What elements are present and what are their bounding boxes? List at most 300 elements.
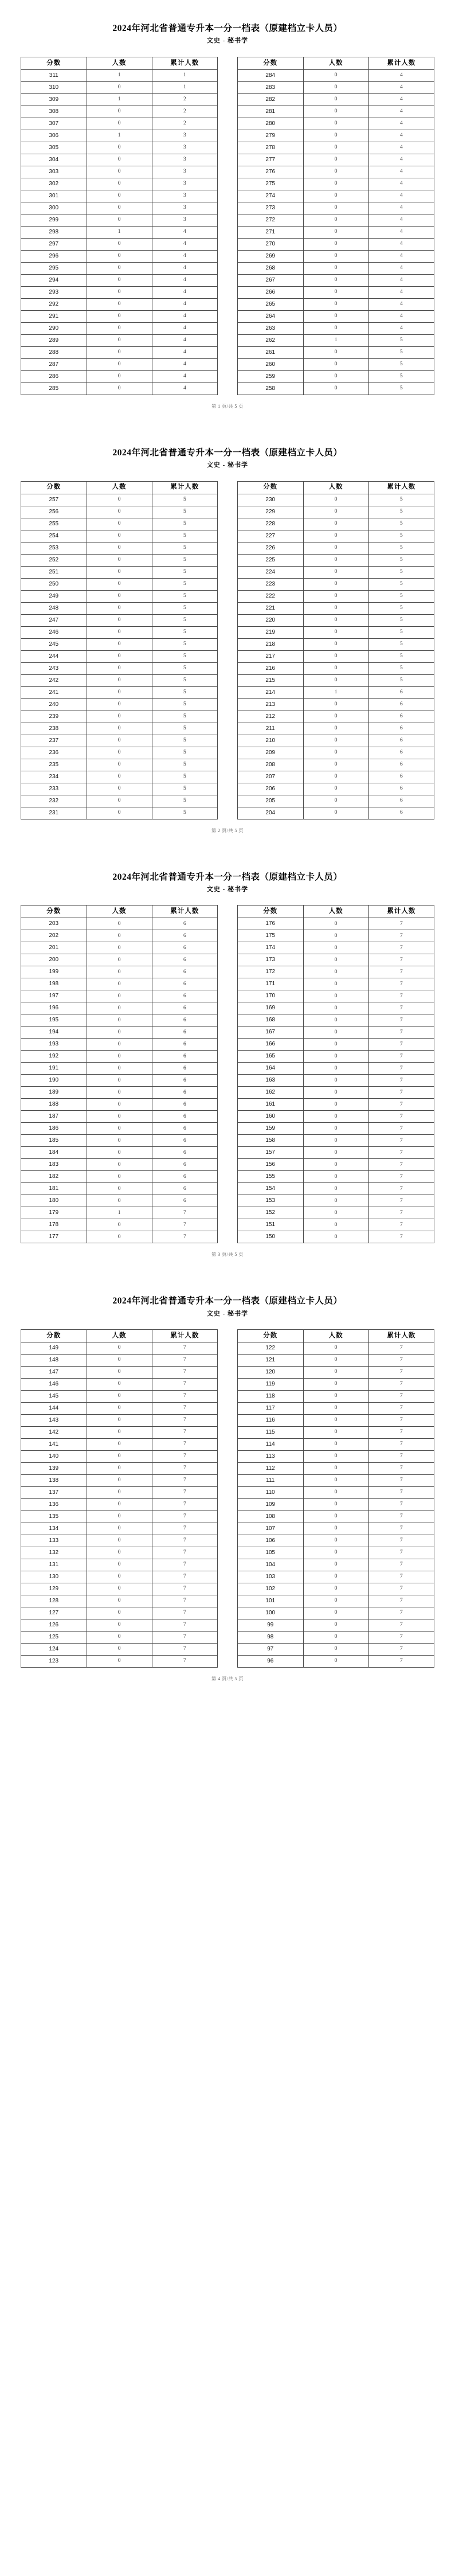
table-row <box>21 1219 218 1231</box>
table-row <box>238 747 434 759</box>
cell-score: 287 <box>21 358 87 370</box>
cell-cumulative: 4 <box>368 190 434 202</box>
table-row <box>238 711 434 723</box>
cell-score: 176 <box>238 918 304 930</box>
cell-count: 0 <box>303 214 368 226</box>
cell-count: 0 <box>87 918 152 930</box>
table-row <box>238 142 434 154</box>
score-table-left <box>21 481 218 819</box>
cell-score: 272 <box>238 214 304 226</box>
cell-count: 0 <box>87 1099 152 1111</box>
cell-score: 278 <box>238 142 304 154</box>
cell-cumulative: 7 <box>368 1051 434 1063</box>
cell-count: 0 <box>87 1135 152 1147</box>
cell-cumulative: 7 <box>152 1231 217 1243</box>
table-row <box>21 942 218 954</box>
score-table-left <box>21 1329 218 1668</box>
cell-count: 0 <box>303 166 368 178</box>
table-row <box>238 190 434 202</box>
table-row <box>21 566 218 578</box>
cell-cumulative: 4 <box>152 286 217 298</box>
cell-cumulative: 5 <box>368 590 434 602</box>
column-header-score: 分数 <box>238 57 304 69</box>
cell-cumulative: 5 <box>368 518 434 530</box>
cell-count: 0 <box>87 1511 152 1523</box>
cell-score: 304 <box>21 154 87 166</box>
cell-score: 215 <box>238 674 304 686</box>
cell-score: 115 <box>238 1427 304 1439</box>
cell-count: 0 <box>303 566 368 578</box>
cell-cumulative: 4 <box>368 322 434 334</box>
cell-cumulative: 7 <box>152 1451 217 1463</box>
cell-count: 0 <box>87 1439 152 1451</box>
cell-score: 101 <box>238 1595 304 1607</box>
table-row <box>21 1535 218 1547</box>
column-header-cumulative: 累计人数 <box>368 481 434 494</box>
cell-count: 0 <box>87 1195 152 1207</box>
cell-count: 0 <box>303 807 368 819</box>
column-header-cumulative: 累计人数 <box>152 1330 217 1342</box>
page-title: 2024年河北省普通专升本一分一档表（原建档立卡人员） <box>112 872 343 882</box>
cell-cumulative: 7 <box>368 1499 434 1511</box>
cell-cumulative: 5 <box>368 530 434 542</box>
tables-container <box>21 57 434 395</box>
cell-count: 0 <box>87 1632 152 1644</box>
column-header-cumulative: 累计人数 <box>152 481 217 494</box>
table-header-row <box>21 1330 218 1342</box>
cell-count: 0 <box>87 1367 152 1379</box>
cell-count: 0 <box>303 650 368 662</box>
cell-score: 303 <box>21 166 87 178</box>
cell-count: 0 <box>87 978 152 990</box>
cell-count: 0 <box>303 1099 368 1111</box>
cell-count: 0 <box>303 1123 368 1135</box>
cell-score: 109 <box>238 1499 304 1511</box>
cell-score: 170 <box>238 990 304 1002</box>
cell-cumulative: 7 <box>368 1147 434 1159</box>
table-row <box>238 518 434 530</box>
cell-score: 157 <box>238 1147 304 1159</box>
cell-score: 165 <box>238 1051 304 1063</box>
column-header-cumulative: 累计人数 <box>368 57 434 69</box>
table-row <box>238 286 434 298</box>
cell-count: 0 <box>303 1231 368 1243</box>
page-content <box>0 849 455 1273</box>
cell-count: 0 <box>87 1159 152 1171</box>
cell-cumulative: 2 <box>152 93 217 106</box>
cell-score: 207 <box>238 771 304 783</box>
table-row <box>238 1027 434 1039</box>
cell-cumulative: 7 <box>368 1027 434 1039</box>
table-row <box>21 698 218 711</box>
cell-count: 0 <box>87 1231 152 1243</box>
cell-count: 0 <box>87 795 152 807</box>
cell-count: 0 <box>303 990 368 1002</box>
cell-cumulative: 5 <box>152 650 217 662</box>
table-row <box>21 1487 218 1499</box>
cell-score: 128 <box>21 1595 87 1607</box>
cell-count: 0 <box>87 1027 152 1039</box>
cell-cumulative: 5 <box>152 626 217 638</box>
cell-count: 0 <box>303 1595 368 1607</box>
cell-score: 126 <box>21 1619 87 1632</box>
cell-count: 0 <box>87 178 152 190</box>
cell-count: 0 <box>303 1511 368 1523</box>
cell-score: 198 <box>21 978 87 990</box>
table-row <box>238 650 434 662</box>
cell-score: 244 <box>21 650 87 662</box>
cell-score: 191 <box>21 1063 87 1075</box>
cell-count: 0 <box>303 1439 368 1451</box>
cell-count: 0 <box>87 274 152 286</box>
cell-count: 0 <box>303 918 368 930</box>
cell-count: 0 <box>87 1607 152 1619</box>
cell-score: 299 <box>21 214 87 226</box>
cell-cumulative: 4 <box>368 69 434 81</box>
cell-count: 0 <box>303 226 368 238</box>
cell-cumulative: 4 <box>368 274 434 286</box>
cell-count: 0 <box>303 662 368 674</box>
cell-score: 262 <box>238 334 304 346</box>
cell-count: 0 <box>303 1427 368 1439</box>
cell-cumulative: 3 <box>152 142 217 154</box>
cell-score: 216 <box>238 662 304 674</box>
table-row <box>21 106 218 118</box>
cell-count: 0 <box>303 142 368 154</box>
cell-cumulative: 4 <box>368 106 434 118</box>
cell-count: 0 <box>303 250 368 262</box>
cell-count: 0 <box>87 1475 152 1487</box>
cell-cumulative: 5 <box>152 638 217 650</box>
table-row <box>238 795 434 807</box>
cell-cumulative: 5 <box>152 614 217 626</box>
table-row <box>238 1342 434 1355</box>
cell-score: 246 <box>21 626 87 638</box>
cell-cumulative: 4 <box>152 370 217 383</box>
cell-score: 132 <box>21 1547 87 1559</box>
table-row <box>238 154 434 166</box>
table-row <box>21 1111 218 1123</box>
cell-count: 0 <box>87 1571 152 1583</box>
column-header-count: 人数 <box>303 1330 368 1342</box>
table-row <box>21 383 218 395</box>
cell-count: 0 <box>303 795 368 807</box>
table-row <box>21 166 218 178</box>
cell-count: 0 <box>87 1499 152 1511</box>
cell-score: 288 <box>21 346 87 358</box>
cell-cumulative: 5 <box>152 711 217 723</box>
cell-count: 0 <box>87 1535 152 1547</box>
table-row <box>21 358 218 370</box>
cell-cumulative: 7 <box>368 1391 434 1403</box>
cell-cumulative: 7 <box>368 1656 434 1668</box>
table-row <box>21 978 218 990</box>
cell-count: 0 <box>303 1367 368 1379</box>
table-row <box>21 1475 218 1487</box>
cell-count: 0 <box>87 298 152 310</box>
cell-score: 293 <box>21 286 87 298</box>
table-row <box>21 130 218 142</box>
cell-cumulative: 7 <box>152 1511 217 1523</box>
table-header-row <box>21 57 218 69</box>
table-row <box>21 1595 218 1607</box>
cell-cumulative: 6 <box>152 1063 217 1075</box>
cell-score: 222 <box>238 590 304 602</box>
table-row <box>21 494 218 506</box>
cell-score: 119 <box>238 1379 304 1391</box>
cell-count: 0 <box>87 81 152 93</box>
cell-cumulative: 7 <box>368 1342 434 1355</box>
cell-cumulative: 7 <box>368 1403 434 1415</box>
cell-score: 147 <box>21 1367 87 1379</box>
cell-count: 0 <box>87 118 152 130</box>
cell-cumulative: 7 <box>368 1063 434 1075</box>
cell-score: 150 <box>238 1231 304 1243</box>
cell-count: 0 <box>303 554 368 566</box>
cell-cumulative: 4 <box>368 238 434 250</box>
table-row <box>21 918 218 930</box>
cell-count: 0 <box>87 626 152 638</box>
cell-count: 0 <box>87 238 152 250</box>
cell-cumulative: 7 <box>368 1159 434 1171</box>
cell-cumulative: 3 <box>152 214 217 226</box>
cell-count: 0 <box>303 1111 368 1123</box>
table-row <box>238 1231 434 1243</box>
table-row <box>238 383 434 395</box>
cell-count: 0 <box>87 590 152 602</box>
table-row <box>238 118 434 130</box>
cell-cumulative: 4 <box>152 238 217 250</box>
cell-cumulative: 6 <box>152 1147 217 1159</box>
cell-cumulative: 7 <box>152 1632 217 1644</box>
cell-cumulative: 5 <box>368 566 434 578</box>
cell-cumulative: 7 <box>152 1415 217 1427</box>
cell-cumulative: 6 <box>152 918 217 930</box>
cell-score: 152 <box>238 1207 304 1219</box>
cell-count: 1 <box>303 334 368 346</box>
cell-count: 0 <box>87 1451 152 1463</box>
cell-count: 0 <box>303 1002 368 1014</box>
cell-cumulative: 6 <box>152 1111 217 1123</box>
table-row <box>21 1051 218 1063</box>
cell-count: 0 <box>303 723 368 735</box>
cell-cumulative: 5 <box>152 723 217 735</box>
cell-count: 1 <box>87 130 152 142</box>
column-header-count: 人数 <box>87 481 152 494</box>
cell-cumulative: 5 <box>152 795 217 807</box>
cell-count: 0 <box>303 1415 368 1427</box>
cell-score: 213 <box>238 698 304 711</box>
cell-cumulative: 6 <box>152 1171 217 1183</box>
cell-score: 129 <box>21 1583 87 1595</box>
table-row <box>21 554 218 566</box>
cell-cumulative: 5 <box>152 698 217 711</box>
cell-score: 100 <box>238 1607 304 1619</box>
cell-cumulative: 1 <box>152 81 217 93</box>
cell-score: 242 <box>21 674 87 686</box>
cell-cumulative: 7 <box>368 930 434 942</box>
cell-cumulative: 7 <box>368 1451 434 1463</box>
cell-cumulative: 7 <box>368 1644 434 1656</box>
cell-count: 0 <box>303 1535 368 1547</box>
cell-count: 0 <box>303 1027 368 1039</box>
cell-cumulative: 5 <box>368 602 434 614</box>
table-row <box>238 1439 434 1451</box>
cell-score: 225 <box>238 554 304 566</box>
cell-cumulative: 7 <box>152 1656 217 1668</box>
cell-count: 0 <box>303 1523 368 1535</box>
cell-score: 122 <box>238 1342 304 1355</box>
table-row <box>21 1207 218 1219</box>
cell-cumulative: 7 <box>368 1595 434 1607</box>
cell-score: 174 <box>238 942 304 954</box>
table-row <box>21 1559 218 1571</box>
table-row <box>21 334 218 346</box>
cell-score: 302 <box>21 178 87 190</box>
cell-cumulative: 5 <box>152 578 217 590</box>
cell-count: 0 <box>87 1487 152 1499</box>
table-row <box>238 759 434 771</box>
cell-count: 0 <box>303 130 368 142</box>
cell-cumulative: 5 <box>152 759 217 771</box>
column-header-count: 人数 <box>303 481 368 494</box>
cell-cumulative: 7 <box>368 1367 434 1379</box>
cell-cumulative: 6 <box>368 771 434 783</box>
cell-score: 110 <box>238 1487 304 1499</box>
cell-count: 0 <box>87 494 152 506</box>
page-footer: 第 4 页/共 5 页 <box>211 1676 244 1681</box>
cell-cumulative: 6 <box>368 747 434 759</box>
cell-cumulative: 5 <box>368 578 434 590</box>
cell-score: 112 <box>238 1463 304 1475</box>
cell-cumulative: 1 <box>152 69 217 81</box>
cell-score: 98 <box>238 1632 304 1644</box>
column-header-cumulative: 累计人数 <box>368 905 434 918</box>
cell-count: 0 <box>87 190 152 202</box>
table-row <box>238 494 434 506</box>
table-row <box>21 310 218 322</box>
column-header-count: 人数 <box>87 57 152 69</box>
cell-count: 0 <box>303 578 368 590</box>
table-row <box>21 250 218 262</box>
table-row <box>238 1547 434 1559</box>
cell-count: 0 <box>87 286 152 298</box>
cell-count: 0 <box>303 1135 368 1147</box>
cell-score: 266 <box>238 286 304 298</box>
cell-score: 275 <box>238 178 304 190</box>
cell-count: 0 <box>303 106 368 118</box>
table-row <box>238 322 434 334</box>
cell-cumulative: 7 <box>152 1391 217 1403</box>
table-row <box>21 346 218 358</box>
cell-count: 0 <box>303 346 368 358</box>
column-header-count: 人数 <box>303 57 368 69</box>
table-row <box>238 506 434 518</box>
table-row <box>21 1619 218 1632</box>
table-row <box>21 298 218 310</box>
cell-cumulative: 6 <box>368 783 434 795</box>
cell-cumulative: 3 <box>152 154 217 166</box>
cell-cumulative: 7 <box>152 1487 217 1499</box>
table-row <box>21 1403 218 1415</box>
table-row <box>238 590 434 602</box>
cell-score: 105 <box>238 1547 304 1559</box>
table-row <box>238 614 434 626</box>
table-row <box>238 1039 434 1051</box>
cell-count: 1 <box>87 1207 152 1219</box>
table-row <box>238 783 434 795</box>
cell-score: 136 <box>21 1499 87 1511</box>
cell-score: 179 <box>21 1207 87 1219</box>
cell-score: 137 <box>21 1487 87 1499</box>
cell-count: 0 <box>87 686 152 698</box>
table-row <box>21 1656 218 1668</box>
cell-count: 0 <box>87 1403 152 1415</box>
cell-count: 0 <box>303 518 368 530</box>
table-row <box>21 954 218 966</box>
table-row <box>238 1075 434 1087</box>
cell-cumulative: 7 <box>152 1523 217 1535</box>
cell-count: 0 <box>303 626 368 638</box>
cell-count: 0 <box>303 1147 368 1159</box>
cell-score: 249 <box>21 590 87 602</box>
cell-score: 192 <box>21 1051 87 1063</box>
table-row <box>238 1002 434 1014</box>
score-table-right <box>237 905 434 1243</box>
table-row <box>238 1391 434 1403</box>
cell-score: 96 <box>238 1656 304 1668</box>
cell-score: 141 <box>21 1439 87 1451</box>
table-row <box>238 1111 434 1123</box>
table-row <box>238 1183 434 1195</box>
table-row <box>21 747 218 759</box>
table-row <box>238 238 434 250</box>
cell-count: 0 <box>303 81 368 93</box>
table-row <box>21 142 218 154</box>
cell-score: 260 <box>238 358 304 370</box>
cell-cumulative: 7 <box>368 1039 434 1051</box>
score-table-right <box>237 1329 434 1668</box>
cell-score: 307 <box>21 118 87 130</box>
cell-score: 258 <box>238 383 304 395</box>
cell-score: 264 <box>238 310 304 322</box>
cell-cumulative: 7 <box>368 990 434 1002</box>
cell-score: 273 <box>238 202 304 214</box>
cell-cumulative: 5 <box>368 650 434 662</box>
cell-count: 0 <box>303 614 368 626</box>
table-row <box>21 771 218 783</box>
cell-count: 0 <box>87 262 152 274</box>
cell-count: 0 <box>87 966 152 978</box>
cell-score: 153 <box>238 1195 304 1207</box>
table-row <box>21 81 218 93</box>
cell-cumulative: 3 <box>152 178 217 190</box>
table-row <box>238 130 434 142</box>
cell-cumulative: 7 <box>368 1619 434 1632</box>
table-row <box>238 1607 434 1619</box>
cell-score: 239 <box>21 711 87 723</box>
cell-count: 0 <box>87 1355 152 1367</box>
cell-cumulative: 7 <box>152 1439 217 1451</box>
cell-count: 0 <box>87 1523 152 1535</box>
cell-cumulative: 3 <box>152 130 217 142</box>
cell-cumulative: 5 <box>368 383 434 395</box>
cell-score: 140 <box>21 1451 87 1463</box>
cell-score: 271 <box>238 226 304 238</box>
table-row <box>238 1379 434 1391</box>
cell-cumulative: 7 <box>152 1403 217 1415</box>
cell-count: 0 <box>303 978 368 990</box>
